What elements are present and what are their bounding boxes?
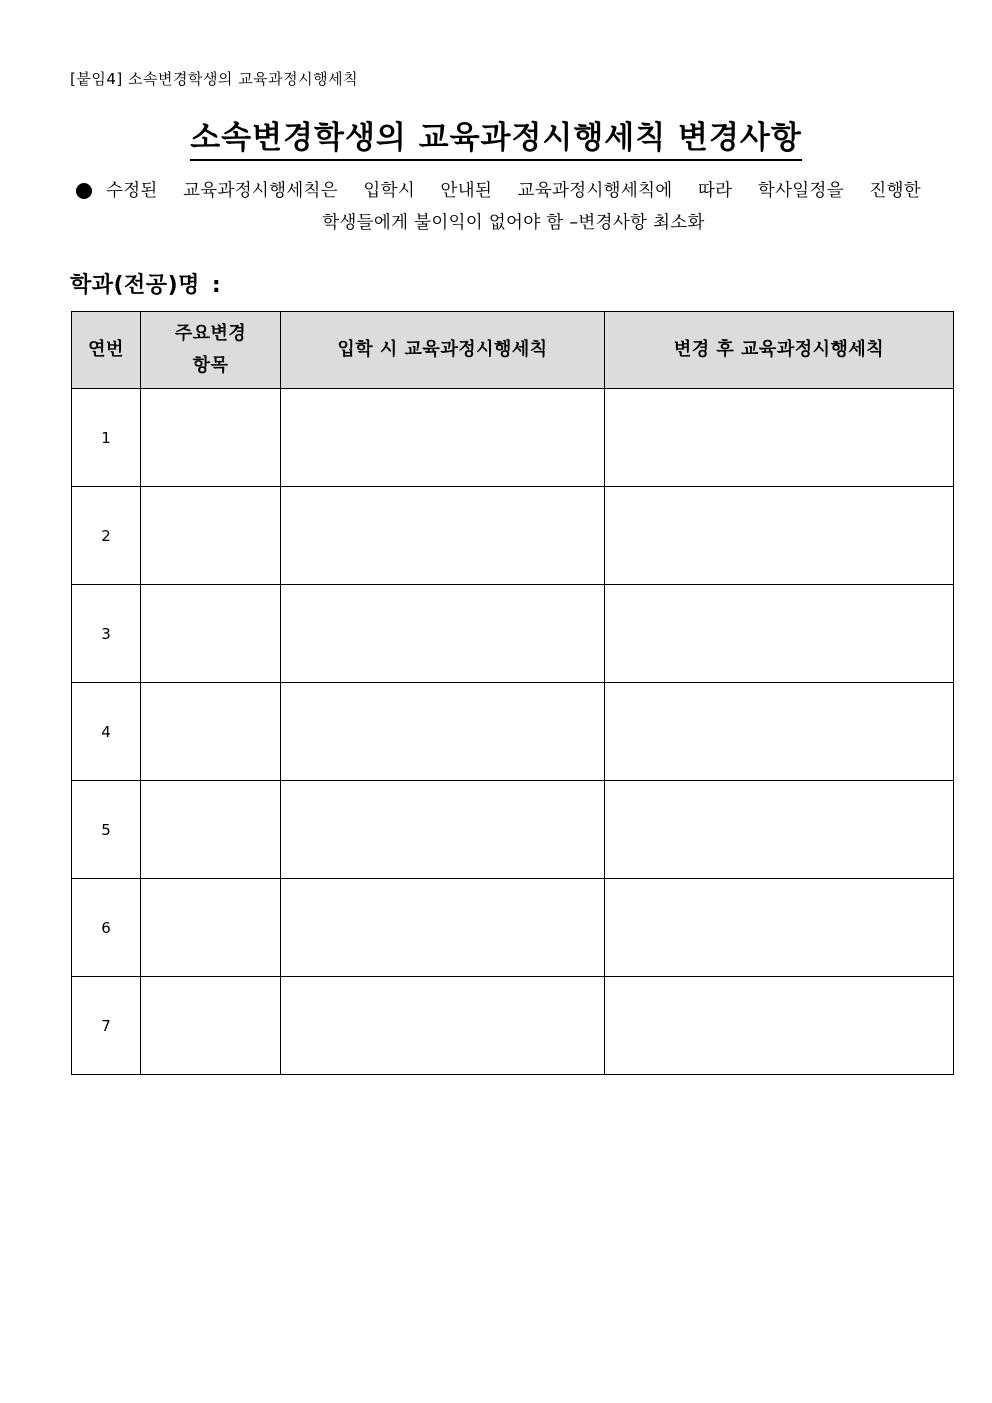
table-row — [72, 781, 954, 879]
item-cell[interactable] — [141, 879, 281, 977]
item-cell[interactable] — [141, 585, 281, 683]
department-label: 학과(전공)명 — [70, 273, 200, 298]
item-cell[interactable] — [141, 683, 281, 781]
before-cell[interactable] — [281, 389, 605, 487]
header-after: 변경 후 교육과정시행세칙 — [605, 312, 954, 389]
row-number: 1 — [72, 389, 141, 487]
document-title — [0, 118, 992, 161]
header-before: 입학 시 교육과정시행세칙 — [281, 312, 605, 389]
table-header-row — [72, 312, 954, 389]
row-number: 2 — [72, 487, 141, 585]
after-cell[interactable] — [605, 781, 954, 879]
header-no: 연번 — [72, 312, 141, 389]
notice — [76, 175, 921, 239]
row-number: 6 — [72, 879, 141, 977]
department-field — [70, 268, 221, 299]
attachment-label: [붙임4] 소속변경학생의 교육과정시행세칙 — [70, 70, 359, 88]
notice-line-1 — [76, 175, 921, 207]
table-row — [72, 977, 954, 1075]
item-cell[interactable] — [141, 487, 281, 585]
department-separator: : — [211, 273, 222, 298]
before-cell[interactable] — [281, 879, 605, 977]
after-cell[interactable] — [605, 977, 954, 1075]
after-cell[interactable] — [605, 487, 954, 585]
item-cell[interactable] — [141, 389, 281, 487]
row-number: 3 — [72, 585, 141, 683]
table-row — [72, 879, 954, 977]
table-row — [72, 389, 954, 487]
before-cell[interactable] — [281, 977, 605, 1075]
after-cell[interactable] — [605, 683, 954, 781]
item-cell[interactable] — [141, 977, 281, 1075]
before-cell[interactable] — [281, 781, 605, 879]
bullet-icon — [76, 183, 92, 199]
notice-text-2: 학생들에게 불이익이 없어야 함 –변경사항 최소화 — [322, 213, 705, 233]
header-item — [141, 312, 281, 389]
header-item-line-1: 주요변경 — [174, 323, 247, 344]
item-cell[interactable] — [141, 781, 281, 879]
header-item-line-2: 항목 — [192, 355, 229, 376]
before-cell[interactable] — [281, 585, 605, 683]
after-cell[interactable] — [605, 879, 954, 977]
before-cell[interactable] — [281, 487, 605, 585]
table-row — [72, 585, 954, 683]
table-row — [72, 683, 954, 781]
row-number: 4 — [72, 683, 141, 781]
after-cell[interactable] — [605, 585, 954, 683]
before-cell[interactable] — [281, 683, 605, 781]
notice-text-1: 수정된 교육과정시행세칙은 입학시 안내된 교육과정시행세칙에 따라 학사일정을 진행한 — [106, 181, 921, 201]
table-row — [72, 487, 954, 585]
change-table — [71, 311, 954, 1075]
document-title-text: 소속변경학생의 교육과정시행세칙 변경사항 — [190, 118, 802, 161]
after-cell[interactable] — [605, 389, 954, 487]
row-number: 5 — [72, 781, 141, 879]
row-number: 7 — [72, 977, 141, 1075]
